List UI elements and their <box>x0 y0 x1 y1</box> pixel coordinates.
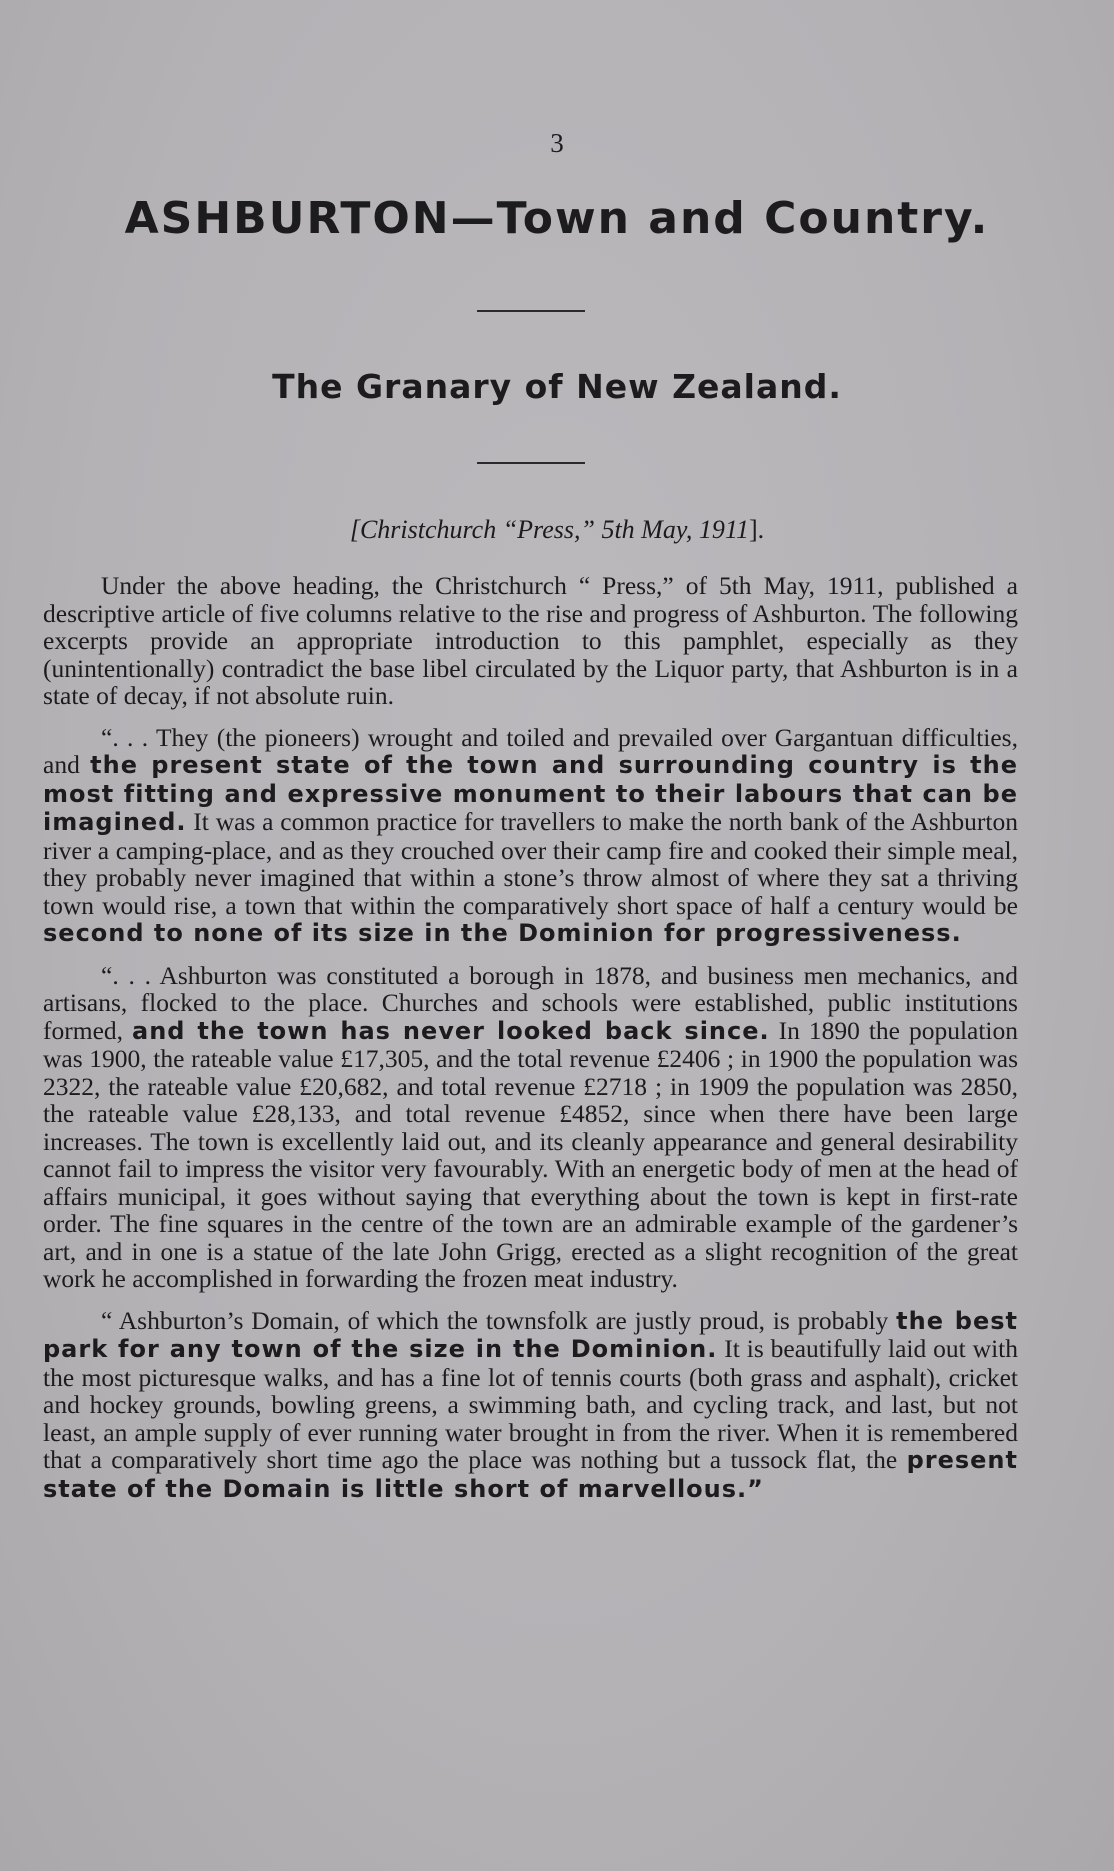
citation-paper: Christchurch <box>359 515 497 544</box>
citation-press: “Press,” <box>496 515 595 544</box>
citation-open-bracket: [ <box>349 515 360 544</box>
quote-paragraph-domain <box>43 1307 1018 1504</box>
citation-date: 5th May, 1911 <box>594 515 749 544</box>
page-title: ASHBURTON—Town and Country. <box>124 193 990 244</box>
emphasis-text: and the town has never looked back since. <box>132 1016 770 1045</box>
page-number: 3 <box>550 128 564 158</box>
page-subtitle: The Granary of New Zealand. <box>272 367 842 406</box>
emphasis-text: the best park for any town of the size in the Dominion. <box>43 1306 1019 1363</box>
paragraph-text: “. . . They (the pioneers) wrought and toiled and prevailed over Gargantuan difficulties, and <box>43 722 1018 779</box>
divider-rule <box>477 462 585 464</box>
citation-close-bracket: ]. <box>749 515 765 544</box>
emphasis-text: present state of the Domain is little short of marvellous.” <box>43 1446 1018 1503</box>
emphasis-text: the present state of the town and surrounding country is the most fitting and expressive monument to their labours that can be imagined. <box>43 751 1019 836</box>
paragraph-text: It is beautifully laid out with the most picturesque walks, and has a fine lot of tennis courts (both grass and asphalt), cricket and hockey grounds, bowling greens, a swimming bath, and cycling track, and last, but not least, an ample supply of ever running water brought in from the river. When it is remembered that a comparatively short time ago the place was nothing but a tussock flat, the <box>43 1334 1018 1474</box>
paragraph-text: It was a common practice for travellers to make the north bank of the Ashburton river a camping-place, and as they crouched over their camp fire and cooked their simple meal, they probably never imagined that within a stone’s throw almost of where they sat a thriving town would rise, a town that within the comparatively short space of half a century would be <box>43 807 1018 920</box>
emphasis-text: second to none of its size in the Dominion for progressiveness. <box>43 919 962 947</box>
article-body <box>43 572 1018 1517</box>
paragraph-text: “. . . Ashburton was constituted a borough in 1878, and business men mechanics, and artisans, flocked to the place. Churches and schools were established, public institutions formed, <box>43 960 1018 1045</box>
paragraph-text: In 1890 the population was 1900, the rateable value £17,305, and the total revenue £2406 ; in 1900 the population was 2322, the rateable value £20,682, and total revenue £2718 ; in 1909 the population was 2850, the rateable value £28,133, and total revenue £4852, since when there have been large increases. The town is excellently laid out, and its cleanly appearance and general desirability cannot fail to impress the visitor very favourably. With an energetic body of men at the head of affairs municipal, it goes without saying that everything about the town is kept in first-rate order. The fine squares in the centre of the town are an admirable example of the gardener’s art, and in one is a statue of the late John Grigg, erected as a slight recognition of the great work he accomplished in forwarding the frozen meat industry. <box>43 1015 1019 1293</box>
quote-paragraph-borough <box>43 962 1018 1293</box>
paragraph-text: “ Ashburton’s Domain, of which the townsfolk are justly proud, is probably <box>101 1305 897 1335</box>
divider-rule <box>477 310 585 312</box>
source-citation <box>0 515 1114 545</box>
intro-paragraph: Under the above heading, the Christchurch “ Press,” of 5th May, 1911, published a descriptive article of five columns relative to the rise and progress of Ashburton. The following excerpts provide an appropriate introduction to this pamphlet, especially as they (unintentionally) contradict the base libel circulated by the Liquor party, that Ashburton is in a state of decay, if not absolute ruin. <box>43 571 1018 710</box>
quote-paragraph-pioneers <box>43 724 1018 948</box>
